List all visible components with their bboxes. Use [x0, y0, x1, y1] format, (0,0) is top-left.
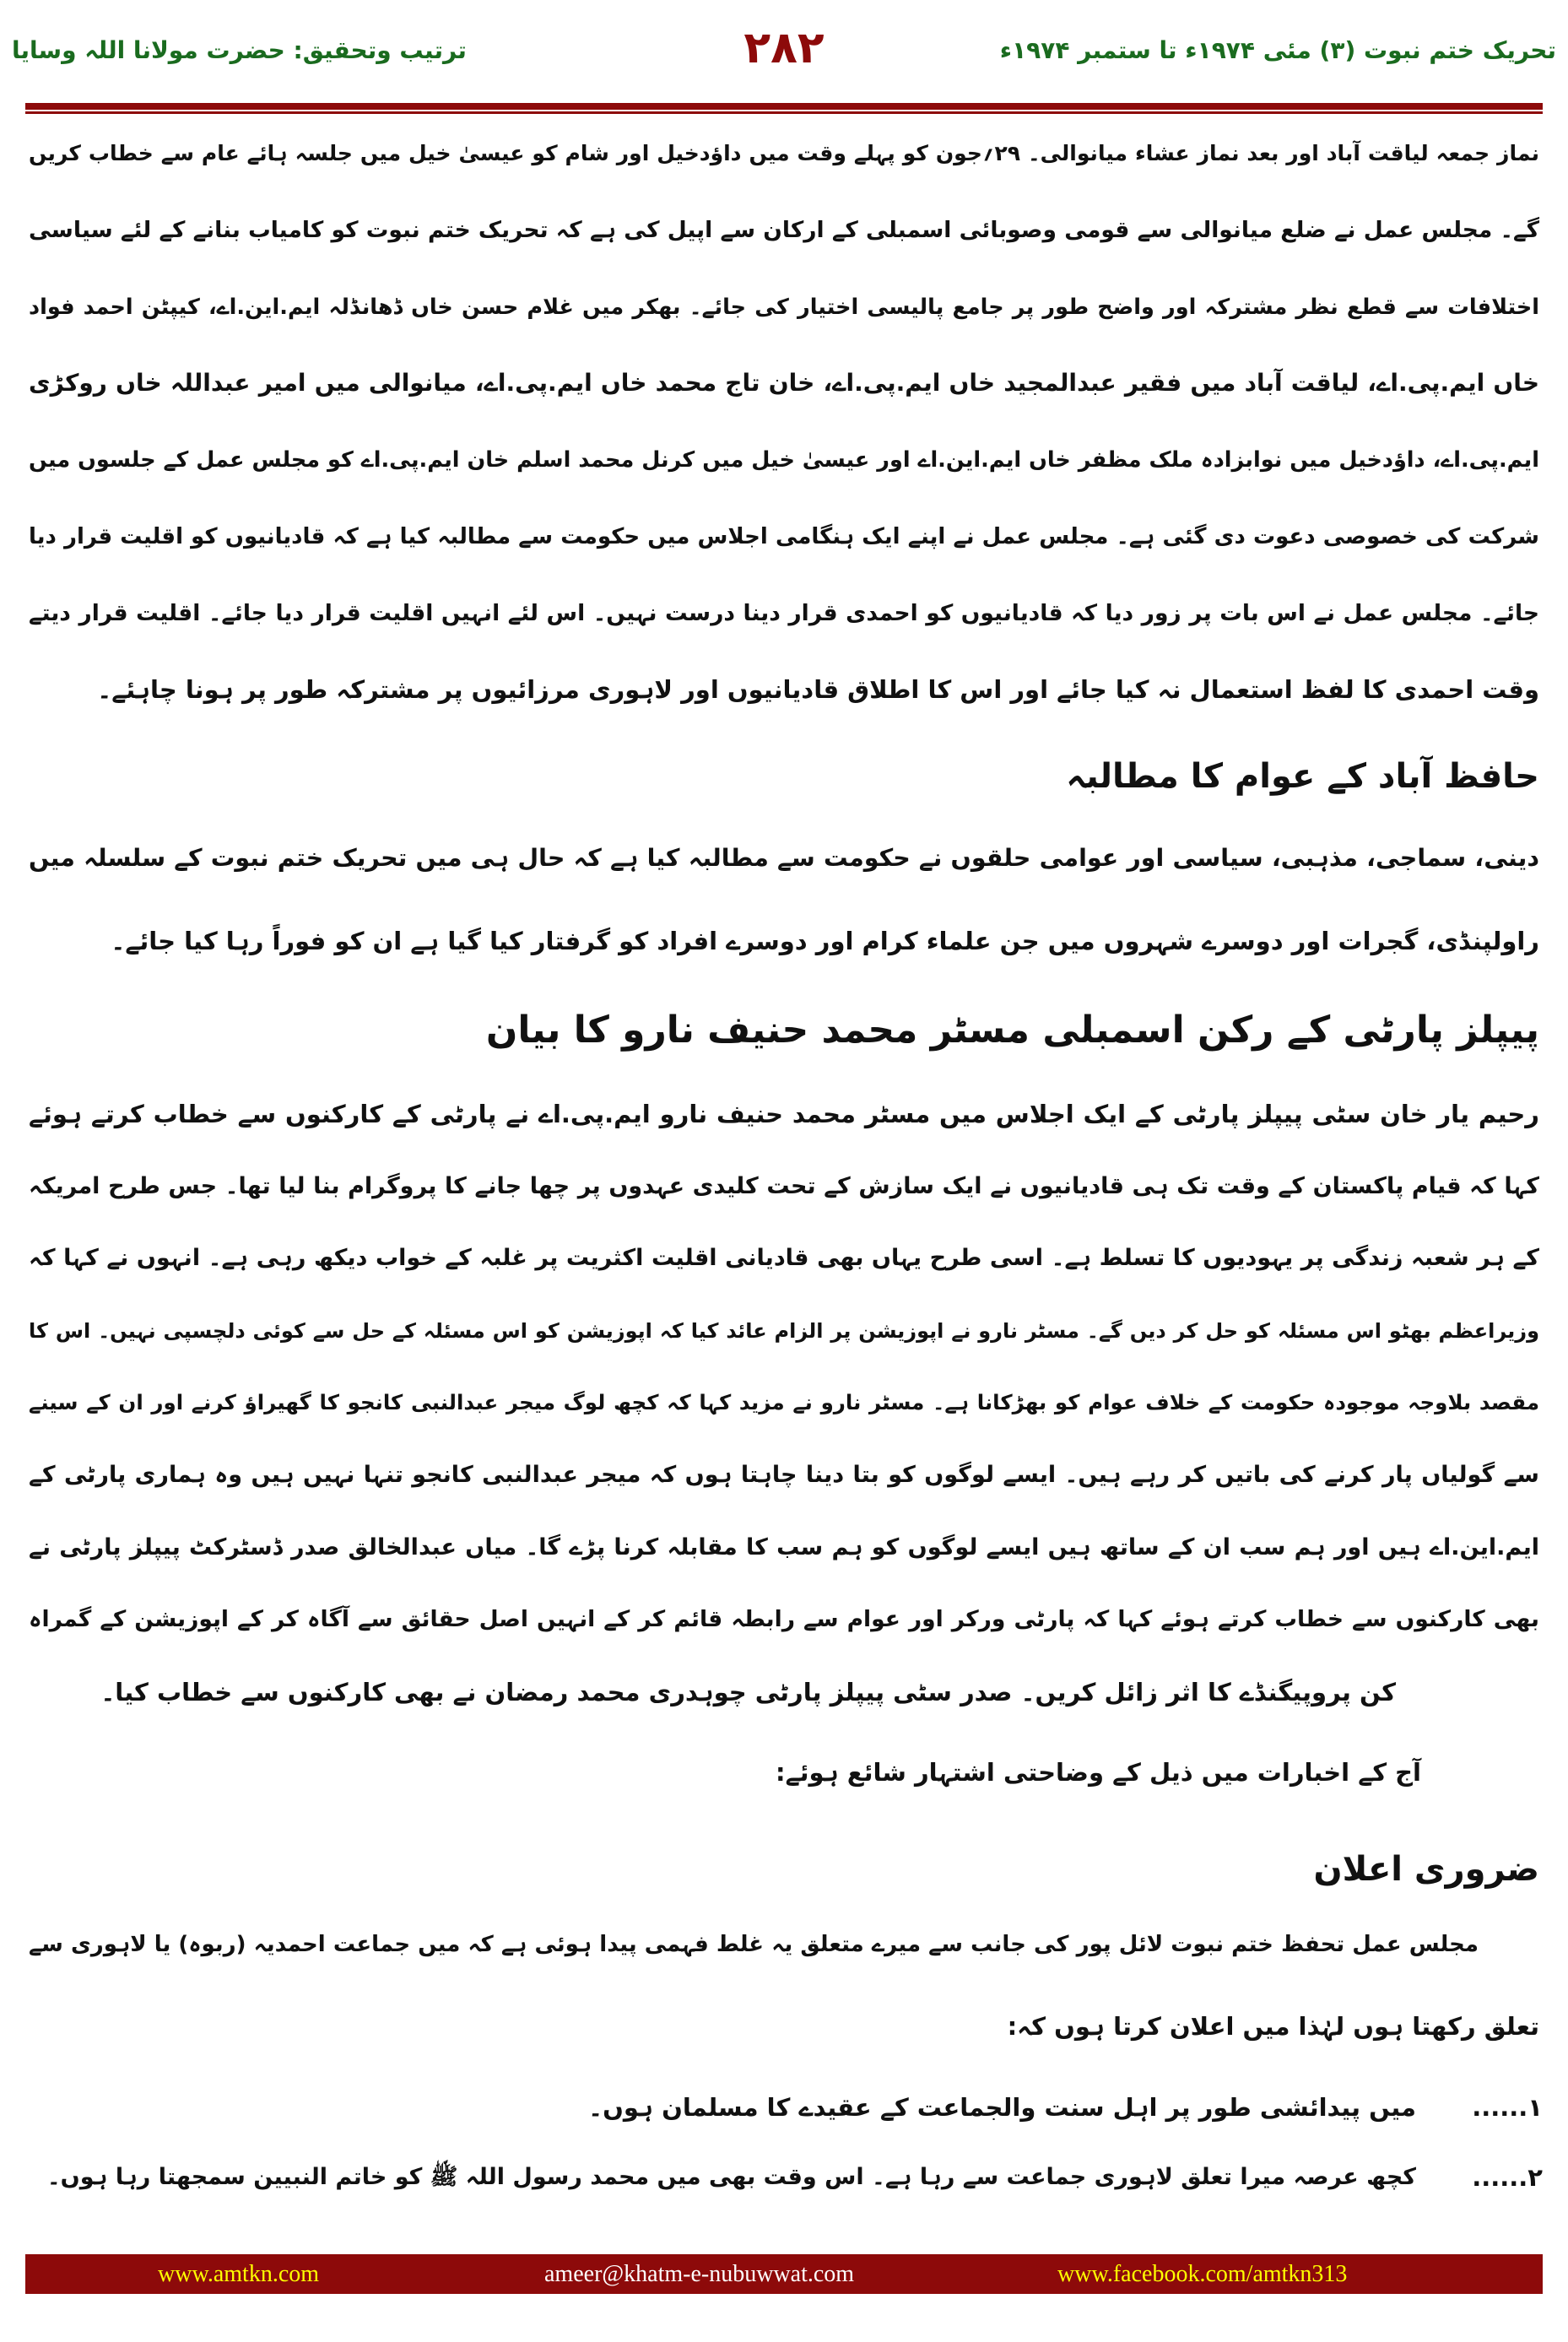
text-line: رحیم یار خان سٹی پیپلز پارٹی کے ایک اجلاس میں مسٹر محمد حنیف نارو ایم.پی.اے نے پارٹی کے کارکنوں سے خطاب کرتے ہوئے	[29, 1100, 1539, 1128]
header-compiler: ترتیب وتحقیق: حضرت مولانا اللہ وسایا	[12, 36, 467, 64]
intro-line: آج کے اخبارات میں ذیل کے وضاحتی اشتہار شائع ہوئے:	[776, 1758, 1421, 1787]
header-rule-thick	[25, 103, 1543, 110]
website-link[interactable]: www.amtkn.com	[158, 2261, 320, 2287]
text-line: شرکت کی خصوصی دعوت دی گئی ہے۔ مجلس عمل نے اپنے ایک ہنگامی اجلاس میں حکومت سے مطالبہ کیا ہے کہ قادیانیوں کو اقلیت قرار دیا	[29, 524, 1539, 549]
facebook-link[interactable]: www.facebook.com/amtkn313	[1057, 2261, 1348, 2287]
list-item: کچھ عرصہ میرا تعلق لاہوری جماعت سے رہا ہے۔ اس وقت بھی میں محمد رسول اللہ ﷺ کو خاتم النبیین سمجھتا رہا ہوں۔	[46, 2164, 1416, 2190]
text-line: بھی کارکنوں سے خطاب کرتے ہوئے کہا کہ پارٹی ورکر اور عوام سے رابطہ قائم کر کے انہیں اصل حقائق سے آگاہ کر کے اپوزیشن کے گمراہ	[29, 1606, 1539, 1632]
text-line: سے گولیاں پار کرنے کی باتیں کر رہے ہیں۔ ایسے لوگوں کو بتا دینا چاہتا ہوں کہ میجر عبدالنبی کانجو تنہا نہیں ہیں وہ ہماری پارٹی کے	[29, 1462, 1539, 1488]
text-line: مجلس عمل تحفظ ختم نبوت لائل پور کی جانب سے میرے متعلق یہ غلط فہمی پیدا ہوئی ہے کہ میں جماعت احمدیہ (ربوہ) یا لاہوری سے	[29, 1932, 1479, 1957]
text-line: وقت احمدی کا لفظ استعمال نہ کیا جائے اور اس کا اطلاق قادیانیوں اور لاہوری مرزائیوں پر مشترکہ طور پر ہونا چاہئے۔	[97, 675, 1539, 704]
announcement-heading: ضروری اعلان	[1313, 1850, 1539, 1889]
footer-bar	[25, 2254, 1543, 2294]
text-line: ایم.این.اے ہیں اور ہم سب ان کے ساتھ ہیں ایسے لوگوں کو ہم سب کا مقابلہ کرنا پڑے گا۔ میاں عبدالخالق صدر ڈسٹرکٹ پیپلز پارٹی نے	[29, 1534, 1539, 1560]
text-line: دینی، سماجی، مذہبی، سیاسی اور عوامی حلقوں نے حکومت سے مطالبہ کیا ہے کہ حال ہی میں تحریک ختم نبوت کے سلسلہ میں	[29, 844, 1539, 872]
email-link[interactable]: ameer@khatm-e-nubuwwat.com	[544, 2261, 855, 2287]
list-number: ۱......	[1472, 2093, 1543, 2122]
text-line: نماز جمعہ لیاقت آباد اور بعد نماز عشاء میانوالی۔ ۲۹؍جون کو پہلے وقت میں داؤدخیل اور شام کو عیسیٰ خیل میں جلسہ ہائے عام سے خطاب کریں	[29, 141, 1539, 165]
text-line: خاں ایم.پی.اے، لیاقت آباد میں فقیر عبدالمجید خاں ایم.پی.اے، خان تاج محمد خاں ایم.پی.اے، میانوالی میں امیر عبداللہ خاں روکڑی	[29, 369, 1539, 397]
page-number: ۲۸۲	[743, 23, 825, 73]
text-line: کن پروپیگنڈے کا اثر زائل کریں۔ صدر سٹی پیپلز پارٹی چوہدری محمد رمضان نے بھی کارکنوں سے خطاب کیا۔	[100, 1678, 1396, 1706]
text-line: کہا کہ قیام پاکستان کے وقت تک ہی قادیانیوں نے ایک سازش کے تحت کلیدی عہدوں پر چھا جانے کا پروگرام بنا لیا تھا۔ جس طرح امریکہ	[29, 1173, 1539, 1199]
header-book-title: تحریک ختم نبوت (۳) مئی ۱۹۷۴ء تا ستمبر ۱۹۷۴ء	[999, 36, 1556, 64]
list-number: ۲......	[1472, 2163, 1543, 2192]
list-item: میں پیدائشی طور پر اہل سنت والجماعت کے عقیدے کا مسلمان ہوں۔	[588, 2093, 1416, 2122]
text-line: جائے۔ مجلس عمل نے اس بات پر زور دیا کہ قادیانیوں کو احمدی قرار دینا درست نہیں۔ اس لئے انہیں اقلیت قرار دیا جائے۔ اقلیت قرار دیتے	[29, 600, 1539, 626]
text-line: ایم.پی.اے، داؤدخیل میں نوابزادہ ملک مظفر خاں ایم.این.اے اور عیسیٰ خیل میں کرنل محمد اسلم خان ایم.پی.اے کو مجلس عمل کے جلسوں میں	[29, 447, 1539, 473]
section-heading: پیپلز پارٹی کے رکن اسمبلی مسٹر محمد حنیف نارو کا بیان	[485, 1009, 1539, 1052]
section-heading: حافظ آباد کے عوام کا مطالبہ	[1066, 757, 1539, 796]
text-line: وزیراعظم بھٹو اس مسئلہ کو حل کر دیں گے۔ مسٹر نارو نے اپوزیشن پر الزام عائد کیا کہ اپوزیشن کو اس مسئلہ کے حل سے کوئی دلچسپی نہیں۔ اس کا	[29, 1319, 1539, 1343]
text-line: تعلق رکھتا ہوں لہٰذا میں اعلان کرتا ہوں کہ:	[1007, 2012, 1539, 2041]
header-rule-thin	[25, 111, 1543, 114]
text-line: کے ہر شعبہ زندگی پر یہودیوں کا تسلط ہے۔ اسی طرح یہاں بھی قادیانی اقلیت اکثریت پر غلبہ کے خواب دیکھ رہی ہے۔ انہوں نے کہا کہ	[29, 1245, 1539, 1271]
text-line: مقصد بلاوجہ موجودہ حکومت کے خلاف عوام کو بھڑکانا ہے۔ مسٹر نارو نے مزید کہا کہ کچھ لوگ میجر عبدالنبی کانجو کا گھیراؤ کرنے اور ان کے سینے	[29, 1390, 1539, 1414]
text-line: اختلافات سے قطع نظر مشترکہ اور واضح طور پر جامع پالیسی اختیار کی جائے۔ بھکر میں غلام حسن خاں ڈھانڈلہ ایم.این.اے، کیپٹن احمد فواد	[29, 295, 1539, 320]
text-line: راولپنڈی، گجرات اور دوسرے شہروں میں جن علماء کرام اور دوسرے افراد کو گرفتار کیا گیا ہے ان کو فوراً رہا کیا جائے۔	[111, 927, 1539, 955]
text-line: گے۔ مجلس عمل نے ضلع میانوالی سے قومی وصوبائی اسمبلی کے ارکان سے اپیل کی ہے کہ تحریک ختم نبوت کو کامیاب بنانے کے لئے سیاسی	[29, 217, 1539, 243]
